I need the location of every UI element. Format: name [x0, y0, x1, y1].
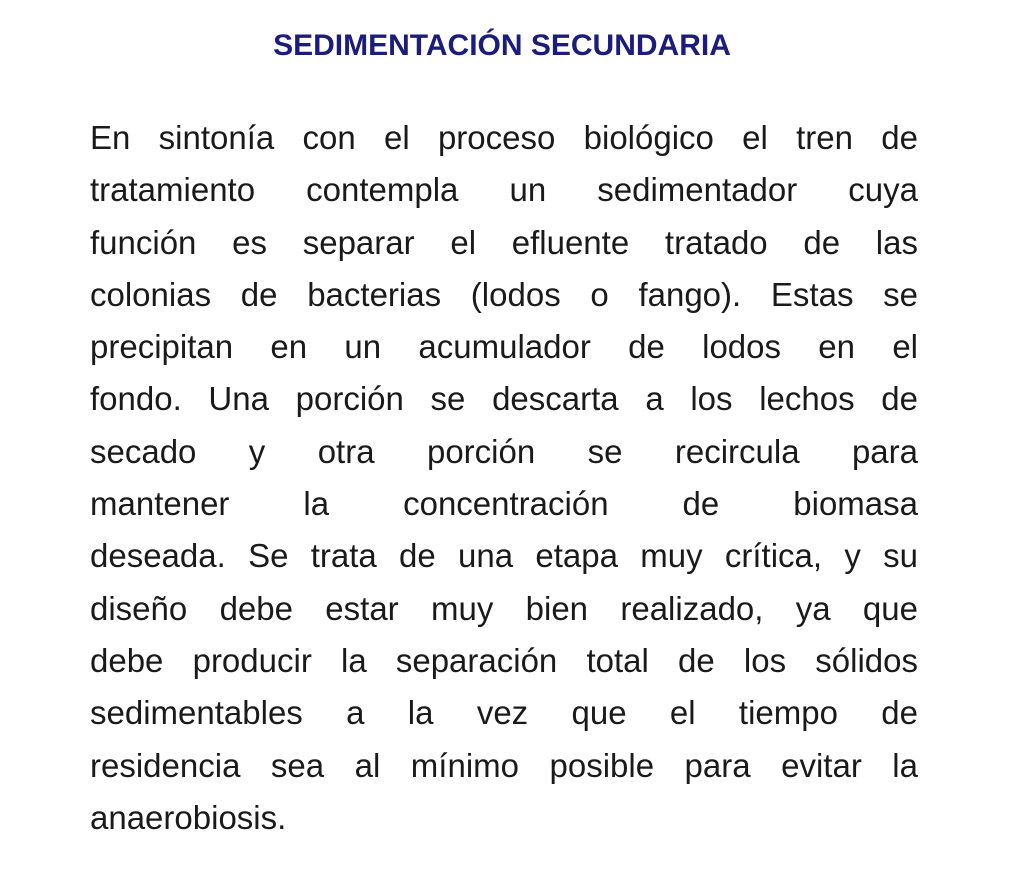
paragraph-line-9: deseada. Se trata de una etapa muy crítica, y su: [90, 537, 918, 575]
page-title: SEDIMENTACIÓN SECUNDARIA: [273, 29, 731, 62]
paragraph-line-13: residencia sea al mínimo posible para evitar la: [90, 746, 918, 784]
body-paragraph: [90, 112, 918, 844]
paragraph-line-3: función es separar el efluente tratado de las: [90, 223, 918, 261]
paragraph-line-8: mantener la concentración de biomasa: [90, 485, 918, 523]
paragraph-line-12: sedimentables a la vez que el tiempo de: [90, 694, 918, 732]
paragraph-line-1: En sintonía con el proceso biológico el tren de: [90, 119, 918, 156]
paragraph-line-6: fondo. Una porción se descarta a los lechos de: [90, 380, 918, 418]
paragraph-line-7: secado y otra porción se recircula para: [90, 432, 918, 470]
paragraph-line-10: diseño debe estar muy bien realizado, ya que: [90, 589, 918, 627]
paragraph-line-11: debe producir la separación total de los sólidos: [90, 641, 918, 679]
paragraph-line-5: precipitan en un acumulador de lodos en el: [90, 328, 918, 366]
paragraph-line-4: colonias de bacterias (lodos o fango). Estas se: [90, 275, 918, 313]
paragraph-line-2: tratamiento contempla un sedimentador cuya: [90, 171, 918, 209]
paragraph-line-14: anaerobiosis.: [90, 798, 287, 836]
